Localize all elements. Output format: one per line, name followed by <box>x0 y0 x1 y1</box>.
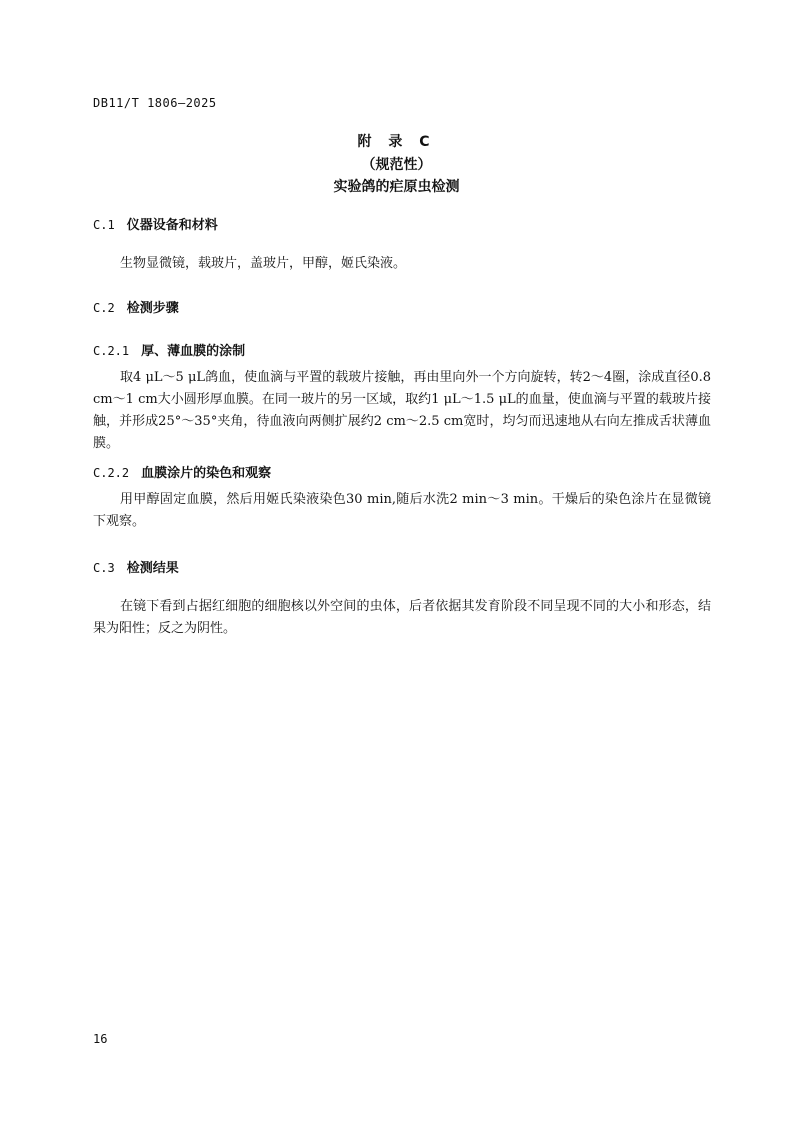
section-number: C.2.2 <box>93 466 130 480</box>
section-title: 血膜涂片的染色和观察 <box>141 466 272 481</box>
section-heading-c2 <box>93 297 179 316</box>
annex-title: 附 录 C <box>357 134 436 150</box>
section-title: 厚、薄血膜的涂制 <box>141 344 246 359</box>
section-heading-c3 <box>93 557 179 576</box>
paragraph-result: 在镜下看到占据红细胞的细胞核以外空间的虫体，后者依据其发育阶段不同呈现不同的大小和形态，结果为阳性；反之为阴性。 <box>93 599 711 636</box>
section-number: C.3 <box>93 561 115 575</box>
section-number: C.2.1 <box>93 344 130 358</box>
annex-name: 实验鸽的疟原虫检测 <box>333 179 460 195</box>
section-heading-c2-2 <box>93 462 271 481</box>
section-number: C.2 <box>93 301 115 315</box>
page-number: 16 <box>93 1032 108 1046</box>
annex-type: （规范性） <box>361 157 432 173</box>
section-title: 检测步骤 <box>126 301 179 316</box>
section-title: 检测结果 <box>126 561 179 576</box>
document-code: DB11/T 1806—2025 <box>93 96 217 110</box>
paragraph-staining: 用甲醇固定血膜，然后用姬氏染液染色30 min,随后水洗2 min～3 min。干燥后的染色涂片在显微镜下观察。 <box>93 492 711 529</box>
section-heading-c2-1 <box>93 340 245 359</box>
paragraph-smear: 取4 μL～5 μL鸽血，使血滴与平置的载玻片接触，再由里向外一个方向旋转，转2～4圈，涂成直径0.8 cm～1 cm大小圆形厚血膜。在同一玻片的另一区域，取约1 μL～1.5 μL的血量，使血滴与平置的载玻片接触，并形成25°～35°夹角，待血液向两侧扩展约2 cm～2.5 cm宽时，均匀而迅速地从右向左推成舌状薄血膜。 <box>93 370 711 451</box>
paragraph-materials: 生物显微镜，载玻片，盖玻片，甲醇，姬氏染液。 <box>120 256 407 271</box>
section-heading-c1 <box>93 214 218 233</box>
section-title: 仪器设备和材料 <box>126 218 218 233</box>
section-number: C.1 <box>93 218 115 232</box>
